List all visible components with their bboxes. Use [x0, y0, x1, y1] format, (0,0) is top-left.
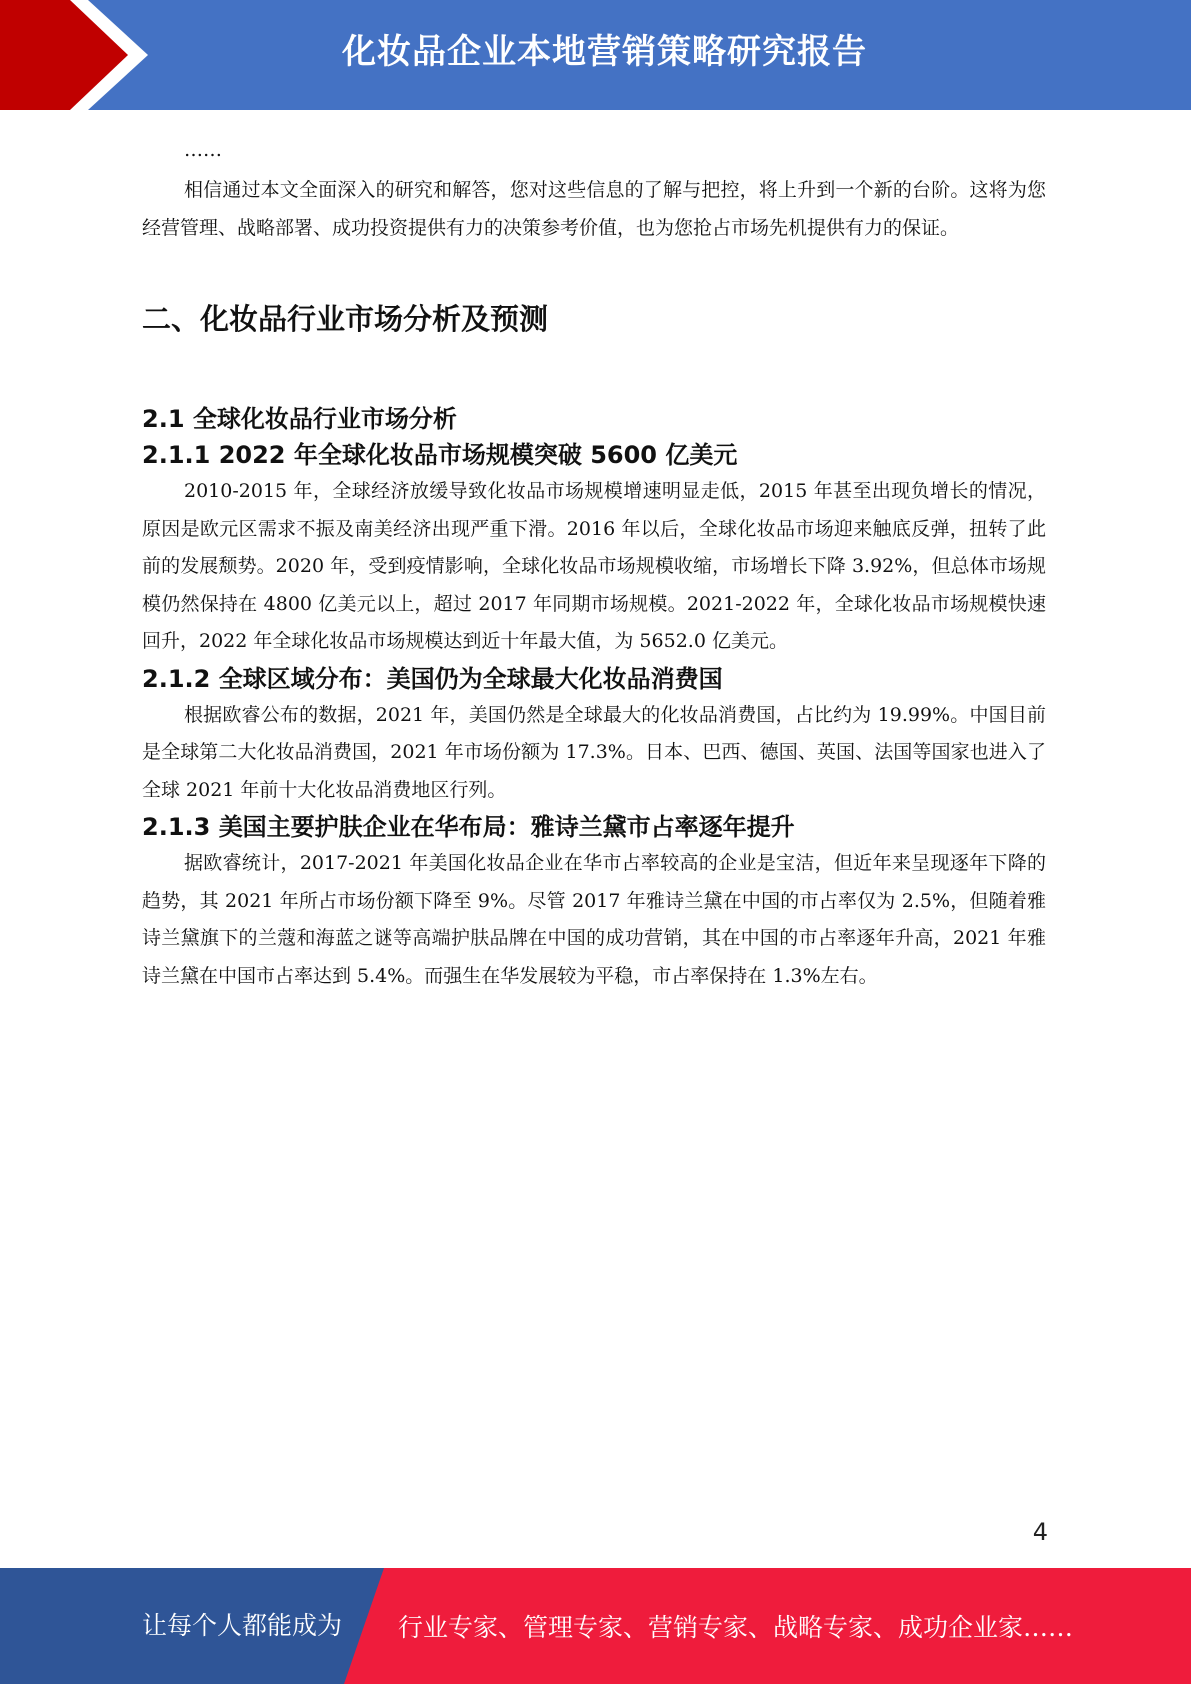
paragraph-2-1-2: 根据欧睿公布的数据，2021 年，美国仍然是全球最大的化妆品消费国，占比约为 19.99%。中国目前是全球第二大化妆品消费国，2021 年市场份额为 17.3%。日本、巴西、德国、英国、法国等国家也进入了全球 2021 年前十大化妆品消费地区行列。 [142, 703, 1046, 801]
footer-slogan-right: 行业专家、管理专家、营销专家、战略专家、成功企业家…… [398, 1613, 1074, 1642]
paragraph-2-1-3: 据欧睿统计，2017-2021 年美国化妆品企业在华市占率较高的企业是宝洁，但近年来呈现逐年下降的趋势，其 2021 年所占市场份额下降至 9%。尽管 2017 年雅诗兰黛在中国的市占率仅为 2.5%，但随着雅诗兰黛旗下的兰蔻和海蓝之谜等高端护肤品牌在中国的成功营销，其在中国的市占率逐年升高，2021 年雅诗兰黛在中国市占率达到 5.4%。而强生在华发展较为平稳，市占率保持在 1.3%左右。 [142, 852, 1046, 987]
footer-slogan-left: 让每个人都能成为 [142, 1611, 343, 1640]
heading-2-1-2: 2.1.2 全球区域分布：美国仍为全球最大化妆品消费国 [142, 664, 723, 693]
page-content [142, 128, 1046, 995]
header-banner [0, 0, 1191, 110]
paragraph-2-1-1: 2010-2015 年，全球经济放缓导致化妆品市场规模增速明显走低，2015 年甚至出现负增长的情况，原因是欧元区需求不振及南美经济出现严重下滑。2016 年以后，全球化妆品市场迎来触底反弹，扭转了此前的发展颓势。2020 年，受到疫情影响，全球化妆品市场规模收缩，市场增长下降 3.92%，但总体市场规模仍然保持在 4800 亿美元以上，超过 2017 年同期市场规模。2021-2022 年，全球化妆品市场规模快速回升，2022 年全球化妆品市场规模达到近十年最大值，为 5652.0 亿美元。 [142, 480, 1046, 652]
document-title: 化妆品企业本地营销策略研究报告 [342, 32, 867, 72]
page-number: 4 [1032, 1518, 1048, 1546]
continuation-ellipsis: …… [184, 139, 222, 161]
heading-2-1-3: 2.1.3 美国主要护肤企业在华布局：雅诗兰黛市占率逐年提升 [142, 813, 795, 841]
subsection-heading: 2.1 全球化妆品行业市场分析 [142, 405, 457, 433]
heading-2-1-1: 2.1.1 2022 年全球化妆品市场规模突破 5600 亿美元 [142, 441, 738, 469]
intro-paragraph: 相信通过本文全面深入的研究和解答，您对这些信息的了解与把控，将上升到一个新的台阶。这将为您经营管理、战略部署、成功投资提供有力的决策参考价值，也为您抢占市场先机提供有力的保证。 [142, 179, 1046, 239]
footer-banner [0, 1568, 1191, 1684]
section-heading: 二、化妆品行业市场分析及预测 [142, 302, 549, 336]
